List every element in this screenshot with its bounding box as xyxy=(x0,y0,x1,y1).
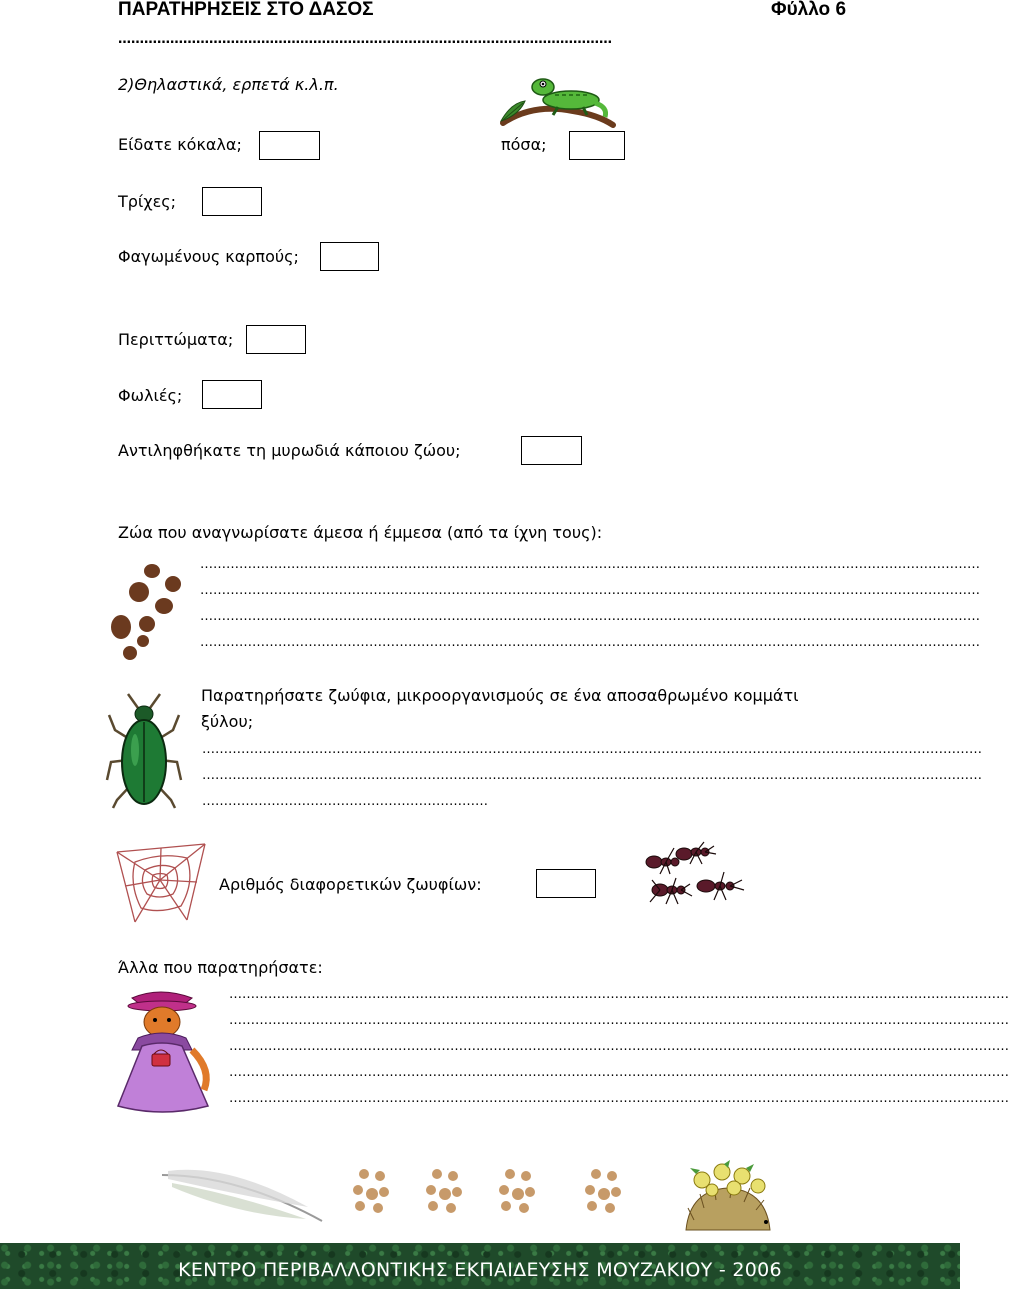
animals-question: Ζώα που αναγνωρίσατε άμεσα ή έμμεσα (από τα ίχνη τους): xyxy=(118,523,603,542)
hair-question: Τρίχες; xyxy=(118,192,177,211)
answer-line[interactable]: ……………………………………………………………………………………………………………………………………………………………… xyxy=(229,1065,1009,1080)
cat-lady-icon xyxy=(112,990,218,1114)
header-dotted-rule: …………………………………………………………………………………………………… xyxy=(118,32,612,47)
how-many-answer-box[interactable] xyxy=(569,131,625,160)
insects-answer-lines[interactable] xyxy=(202,741,982,819)
answer-line[interactable]: ……………………………………………………………………………………………………………………………………………………………… xyxy=(229,1091,1009,1106)
insects-question: Παρατηρήσατε ζωύφια, μικροοργανισμούς σε ένα αποσαθρωμένο κομμάτι xyxy=(201,686,799,705)
answer-line[interactable]: ……………………………………………………………………………………………………………………………………………………………… xyxy=(202,742,982,757)
section-heading: 2)Θηλαστικά, ερπετά κ.λ.π. xyxy=(118,75,339,94)
paw-print-icon xyxy=(582,1168,624,1214)
other-question: Άλλα που παρατηρήσατε: xyxy=(118,958,323,977)
fruits-answer-box[interactable] xyxy=(320,242,379,271)
droppings-question: Περιττώματα; xyxy=(118,330,234,349)
droppings-icon xyxy=(105,563,185,663)
droppings-answer-box[interactable] xyxy=(246,325,306,354)
smell-question: Αντιληφθήκατε τη μυρωδιά κάποιου ζώου; xyxy=(118,441,461,460)
beetle-icon xyxy=(103,690,185,810)
lizard-icon xyxy=(493,73,619,131)
nests-question: Φωλιές; xyxy=(118,386,183,405)
count-answer-box[interactable] xyxy=(536,869,596,898)
fruits-question: Φαγωμένους καρπούς; xyxy=(118,247,299,266)
paw-print-icon xyxy=(423,1168,465,1214)
hair-answer-box[interactable] xyxy=(202,187,262,216)
answer-line[interactable]: ……………………………………………………………………………………………………………………………………………………………… xyxy=(200,635,980,650)
answer-line[interactable]: ……………………………………………………………………………………………………………………………………………………………… xyxy=(229,987,1009,1002)
nests-answer-box[interactable] xyxy=(202,380,262,409)
answer-line[interactable]: ……………………………………………………………………………………………………………………………………………………………… xyxy=(200,557,980,572)
sheet-number: Φύλλο 6 xyxy=(771,0,847,20)
count-question: Αριθμός διαφορετικών ζωυφίων: xyxy=(219,875,482,894)
animals-answer-lines[interactable] xyxy=(200,556,980,660)
other-answer-lines[interactable] xyxy=(229,986,1009,1116)
paw-print-icon xyxy=(350,1168,392,1214)
hedgehog-icon xyxy=(680,1160,776,1242)
page-title: ΠΑΡΑΤΗΡΗΣΕΙΣ ΣΤΟ ΔΑΣΟΣ xyxy=(118,0,374,20)
footer-text: ΚΕΝΤΡΟ ΠΕΡΙΒΑΛΛΟΝΤΙΚΗΣ ΕΚΠΑΙΔΕΥΣΗΣ ΜΟΥΖΑΚΙΟΥ - 2006 xyxy=(178,1259,782,1281)
answer-line[interactable]: ……………………………………………………………………………………………………………………………………………………………… xyxy=(200,609,980,624)
paw-print-icon xyxy=(496,1168,538,1214)
answer-line[interactable]: ……………………………………………………………………………………………………………………………………………………………… xyxy=(202,768,982,783)
bones-answer-box[interactable] xyxy=(259,131,320,160)
answer-line[interactable]: ……………………………………………………………………………………………………………………………………………………………… xyxy=(200,583,980,598)
spider-web-icon xyxy=(115,838,207,924)
bones-question: Είδατε κόκαλα; xyxy=(118,135,242,154)
how-many-question: πόσα; xyxy=(501,135,547,154)
answer-line[interactable]: ……………………………………………………………………………………………………………………………………………………………… xyxy=(229,1013,1009,1028)
answer-line[interactable]: ……………………………………………………………………………………………………………………………………………………………… xyxy=(229,1039,1009,1054)
answer-line[interactable]: ………………………………………………………… xyxy=(202,794,488,809)
smell-answer-box[interactable] xyxy=(521,436,582,465)
feather-icon xyxy=(158,1165,326,1227)
insects-question-cont: ξύλου; xyxy=(201,712,254,731)
ants-icon xyxy=(638,840,756,918)
